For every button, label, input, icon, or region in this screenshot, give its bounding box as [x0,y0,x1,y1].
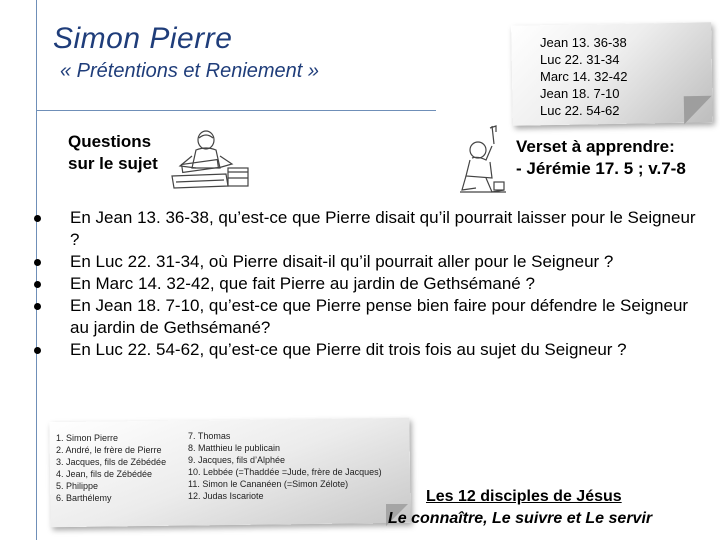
disciple-item: 8. Matthieu le publicain [188,443,281,453]
person-raising-hand-icon [456,124,512,196]
disciple-item: 11. Simon le Cananéen (=Simon Zélote) [188,479,349,489]
list-item: En Marc 14. 32-42, que fait Pierre au jardin de Gethsémané ? [46,273,706,295]
list-item: En Jean 13. 36-38, qu’est-ce que Pierre disait qu’il pourrait laisser pour le Seigneur ? [46,207,706,251]
disciple-item: 2. André, le frère de Pierre [56,445,162,455]
disciples-column-2 [188,430,382,502]
questions-list [46,207,706,361]
questions-label-line: Questions [68,132,152,151]
verse-reference: - Jérémie 17. 5 ; v.7-8 [516,159,686,178]
reference-item: Jean 18. 7-10 [540,86,620,101]
disciples-column-1 [56,432,166,504]
disciple-item: 3. Jacques, fils de Zébédée [56,457,167,467]
person-reading-icon [166,126,256,192]
list-item: En Jean 18. 7-10, qu’est-ce que Pierre pense bien faire pour défendre le Seigneur au jardin de Gethsémané? [46,295,706,339]
header-rule [36,110,436,111]
footer-subtitle: Le connaître, Le suivre et Le servir [388,510,653,527]
left-rule [36,0,37,540]
reference-item: Jean 13. 36-38 [540,35,627,50]
disciple-item: 4. Jean, fils de Zébédée [56,469,153,479]
references-note-fold [684,96,712,124]
disciple-item: 10. Lebbée (=Thaddée =Jude, frère de Jacques) [188,467,382,477]
disciple-item: 9. Jacques, fils d’Alphée [188,455,286,465]
verse-block [516,136,686,180]
disciple-item: 12. Judas Iscariote [188,491,264,501]
disciple-item: 1. Simon Pierre [56,433,119,443]
page-subtitle: « Prétentions et Reniement » [60,60,320,82]
questions-label-line: sur le sujet [68,154,158,173]
list-item: En Luc 22. 54-62, qu’est-ce que Pierre dit trois fois au sujet du Seigneur ? [46,339,706,361]
references-list [540,34,627,119]
disciple-item: 6. Barthélemy [56,493,112,503]
list-item: En Luc 22. 31-34, où Pierre disait-il qu’il pourrait aller pour le Seigneur ? [46,251,706,273]
reference-item: Luc 22. 31-34 [540,52,620,67]
reference-item: Luc 22. 54-62 [540,103,620,118]
disciple-item: 5. Philippe [56,481,99,491]
questions-label [68,131,158,175]
page-title: Simon Pierre [53,22,233,55]
disciple-item: 7. Thomas [188,431,231,441]
verse-heading: Verset à apprendre: [516,137,675,156]
reference-item: Marc 14. 32-42 [540,69,628,84]
footer-title: Les 12 disciples de Jésus [426,488,622,505]
